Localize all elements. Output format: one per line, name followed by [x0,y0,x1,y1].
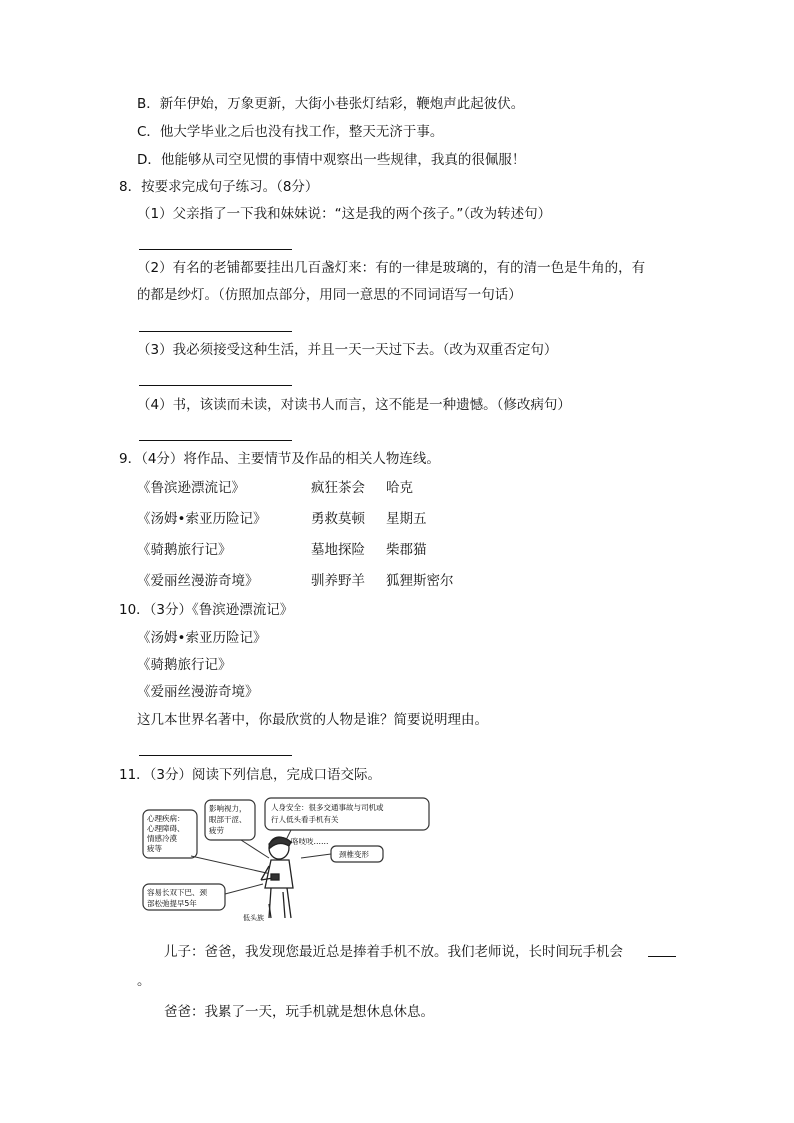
sound-effect: 咯吱吱…… [291,837,329,846]
q11-son-line-end: 。 [137,973,151,989]
q8-item-4: （4）书，该读而未读，对读书人而言，这不能是一种遗憾。（修改病句） [137,397,571,413]
q9-work[interactable]: 《骑鹅旅行记》 [137,542,232,558]
bubble-spine-text: 颈椎变形 [339,850,369,859]
q8-answer-blank-4[interactable] [139,440,292,441]
bubble-eyesight [205,800,269,858]
q9-plot[interactable]: 疯狂茶会 [311,480,365,496]
q10-answer-blank[interactable] [139,755,292,756]
q9-plot[interactable]: 勇救莫顿 [311,511,365,527]
q9-work[interactable]: 《爱丽丝漫游奇境》 [137,573,259,589]
q11-dad-line: 爸爸：我累了一天，玩手机就是想休息休息。 [164,1004,434,1020]
q10-question: 这几本世界名著中，你最欣赏的人物是谁？简要说明理由。 [137,712,488,728]
q11-son-line: 儿子：爸爸，我发现您最近总是捧着手机不放。我们老师说，长时间玩手机会 [164,944,623,960]
q9-plot[interactable]: 墓地探险 [311,542,365,558]
q9-plot[interactable]: 驯养野羊 [311,573,365,589]
bubble-psych-text-4: 疲等 [147,844,162,853]
bubble-chin-text-1: 容易长双下巴、颈 [147,888,207,897]
q9-work[interactable]: 《汤姆•索亚历险记》 [137,511,267,527]
q9-title: 9．（4分）将作品、主要情节及作品的相关人物连线。 [119,451,440,467]
q8-answer-blank-3[interactable] [139,385,292,386]
q8-item-2-line-1: （2）有名的老铺都要挂出几百盏灯来：有的一律是玻璃的，有的清一色是牛角的，有 [137,260,646,276]
q8-item-3: （3）我必须接受这种生活，并且一天一天过下去。（改为双重否定句） [137,342,558,358]
bubble-eye-text-2: 眼部干涩、 [209,815,247,824]
q10-book-4: 《爱丽丝漫游奇境》 [137,684,259,700]
q8-item-2-line-2: 的都是纱灯。（仿照加点部分，用同一意思的不同词语写一句话） [137,287,522,303]
bubble-spine [301,846,383,862]
q7-option-b: B．新年伊始，万象更新，大街小巷张灯结彩，鞭炮声此起彼伏。 [137,96,525,112]
bubble-psych-text-2: 心理障碍、 [147,824,185,833]
q9-person[interactable]: 星期五 [386,511,427,527]
bubble-safety-text-2: 行人低头看手机有关 [271,815,339,824]
q10-book-2: 《汤姆•索亚历险记》 [137,630,267,646]
bubble-eye-text-1: 影响视力， [209,804,247,813]
q8-item-1: （1）父亲指了一下我和妹妹说：“这是我的两个孩子。”（改为转述句） [137,206,552,222]
q10-book-3: 《骑鹅旅行记》 [137,657,232,673]
bubble-safety-text-1: 人身安全：很多交通事故与司机或 [271,803,384,812]
bubble-eye-text-3: 疲劳 [209,826,224,835]
bubble-psych-text-3: 情感冷漠 [147,834,177,843]
q8-answer-blank-1[interactable] [139,249,292,250]
q8-title: 8．按要求完成句子练习。（8分） [119,179,319,195]
bubble-chin-text-2: 部松弛提早5年 [147,899,197,908]
q9-person[interactable]: 狐狸斯密尔 [386,573,454,589]
q11-answer-blank[interactable] [648,956,676,957]
q8-answer-blank-2[interactable] [139,331,292,332]
q10-title: 10．（3分）《鲁滨逊漂流记》 [119,602,294,618]
q7-option-c: C．他大学毕业之后也没有找工作，整天无济于事。 [137,124,444,140]
q11-title: 11．（3分）阅读下列信息，完成口语交际。 [119,767,382,783]
q9-work[interactable]: 《鲁滨逊漂流记》 [137,480,245,496]
bubble-chin [143,884,263,910]
illustration-caption: 低头族 [243,914,264,922]
q9-person[interactable]: 哈克 [386,480,413,496]
boy-looking-at-phone [261,837,293,918]
bubble-psych-text-1: 心理疾病： [147,814,185,823]
phone-addiction-illustration [141,796,433,924]
q9-person[interactable]: 柴郡猫 [386,542,427,558]
q7-option-d: D．他能够从司空见惯的事情中观察出一些规律，我真的很佩服！ [137,152,526,168]
